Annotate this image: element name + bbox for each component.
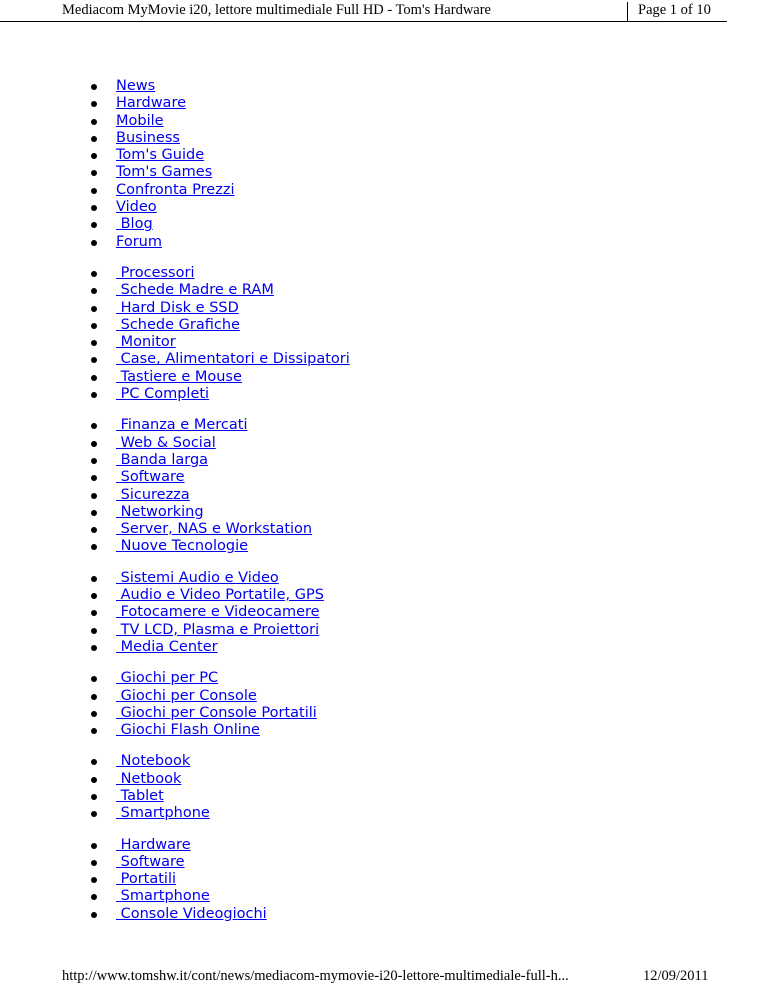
menu-link[interactable]: Giochi Flash Online	[116, 722, 260, 739]
menu-link[interactable]: Giochi per Console	[116, 687, 257, 704]
menu-link[interactable]: Smartphone	[116, 888, 210, 905]
menu-link[interactable]: Audio e Video Portatile, GPS	[116, 587, 324, 604]
menu-link[interactable]: Media Center	[116, 638, 218, 655]
menu-link[interactable]: Web & Social	[116, 434, 216, 451]
list-item	[89, 722, 729, 739]
print-footer	[0, 968, 768, 988]
menu-link[interactable]: Tom's Games	[116, 164, 213, 181]
mobile-submenu	[89, 753, 729, 822]
menu-link[interactable]: Video	[116, 199, 157, 216]
menu-link[interactable]: Mobile	[116, 112, 164, 129]
audio-video-submenu	[89, 570, 729, 656]
menu-link[interactable]: Hardware	[116, 95, 187, 112]
list-item	[89, 538, 729, 555]
menu-link[interactable]: TV LCD, Plasma e Proiettori	[116, 621, 320, 638]
menu-link[interactable]: Netbook	[116, 770, 182, 787]
list-item	[89, 487, 729, 504]
menu-link[interactable]: Networking	[116, 503, 204, 520]
list-item	[89, 113, 729, 130]
menu-link[interactable]: Giochi per Console Portatili	[116, 704, 317, 721]
menu-link[interactable]: Sicurezza	[116, 486, 190, 503]
print-date: 12/09/2011	[643, 968, 709, 984]
menu-link[interactable]: Schede Grafiche	[116, 316, 240, 333]
list-item	[89, 854, 729, 871]
menu-link[interactable]: News	[116, 78, 156, 94]
list-item	[89, 888, 729, 905]
menu-link[interactable]: Server, NAS e Workstation	[116, 521, 313, 538]
list-item	[89, 95, 729, 112]
main-menu	[89, 78, 729, 251]
list-item	[89, 570, 729, 587]
list-item	[89, 147, 729, 164]
list-item	[89, 670, 729, 687]
list-item	[89, 622, 729, 639]
list-item	[89, 688, 729, 705]
menu-link[interactable]: Nuove Tecnologie	[116, 538, 249, 555]
menu-link[interactable]: Smartphone	[116, 805, 210, 822]
list-item	[89, 386, 729, 403]
hardware-submenu	[89, 265, 729, 403]
menu-link[interactable]: Banda larga	[116, 451, 209, 468]
menu-link[interactable]: Case, Alimentatori e Dissipatori	[116, 351, 350, 368]
list-item	[89, 604, 729, 621]
menu-link[interactable]: Business	[116, 129, 180, 146]
list-item	[89, 871, 729, 888]
menu-link[interactable]: Portatili	[116, 871, 177, 888]
menu-link[interactable]: Hard Disk e SSD	[116, 299, 239, 316]
page-url: http://www.tomshw.it/cont/news/mediacom-mymovie-i20-lettore-multimediale-full-h...	[62, 968, 569, 984]
menu-link[interactable]: PC Completi	[116, 386, 210, 403]
list-item	[89, 521, 729, 538]
list-item	[89, 164, 729, 181]
list-item	[89, 906, 729, 923]
list-item	[89, 282, 729, 299]
menu-link[interactable]: Tablet	[116, 787, 164, 804]
menu-link[interactable]: Fotocamere e Videocamere	[116, 604, 320, 621]
list-item	[89, 504, 729, 521]
menu-link[interactable]: Giochi per PC	[116, 670, 219, 687]
menu-link[interactable]: Finanza e Mercati	[116, 417, 248, 434]
list-item	[89, 452, 729, 469]
menu-link[interactable]: Console Videogiochi	[116, 905, 267, 922]
guide-submenu	[89, 837, 729, 923]
list-item	[89, 587, 729, 604]
page-number: Page 1 of 10	[638, 2, 711, 18]
page-title: Mediacom MyMovie i20, lettore multimediale Full HD - Tom's Hardware	[62, 2, 491, 18]
list-item	[89, 435, 729, 452]
list-item	[89, 182, 729, 199]
list-item	[89, 771, 729, 788]
list-item	[89, 788, 729, 805]
list-item	[89, 805, 729, 822]
list-item	[89, 78, 729, 95]
games-submenu	[89, 670, 729, 739]
menu-link[interactable]: Software	[116, 469, 185, 486]
list-item	[89, 216, 729, 233]
list-item	[89, 300, 729, 317]
list-item	[89, 705, 729, 722]
menu-link[interactable]: Hardware	[116, 836, 191, 853]
menu-link[interactable]: Confronta Prezzi	[116, 181, 235, 198]
list-item	[89, 334, 729, 351]
menu-link[interactable]: Software	[116, 853, 185, 870]
list-item	[89, 130, 729, 147]
list-item	[89, 469, 729, 486]
print-header	[0, 2, 768, 22]
menu-link[interactable]: Tom's Guide	[116, 147, 205, 164]
list-item	[89, 837, 729, 854]
list-item	[89, 351, 729, 368]
list-item	[89, 317, 729, 334]
list-item	[89, 417, 729, 434]
menu-link[interactable]: Notebook	[116, 753, 191, 770]
list-item	[89, 234, 729, 251]
navigation-menus	[89, 78, 729, 937]
menu-link[interactable]: Processori	[116, 264, 195, 281]
menu-link[interactable]: Monitor	[116, 334, 176, 351]
list-item	[89, 265, 729, 282]
list-item	[89, 369, 729, 386]
menu-link[interactable]: Forum	[116, 233, 162, 250]
menu-link[interactable]: Schede Madre e RAM	[116, 282, 274, 299]
business-submenu	[89, 417, 729, 555]
list-item	[89, 639, 729, 656]
list-item	[89, 753, 729, 770]
list-item	[89, 199, 729, 216]
menu-link[interactable]: Sistemi Audio e Video	[116, 569, 279, 586]
menu-link[interactable]: Blog	[116, 216, 153, 233]
menu-link[interactable]: Tastiere e Mouse	[116, 368, 242, 385]
